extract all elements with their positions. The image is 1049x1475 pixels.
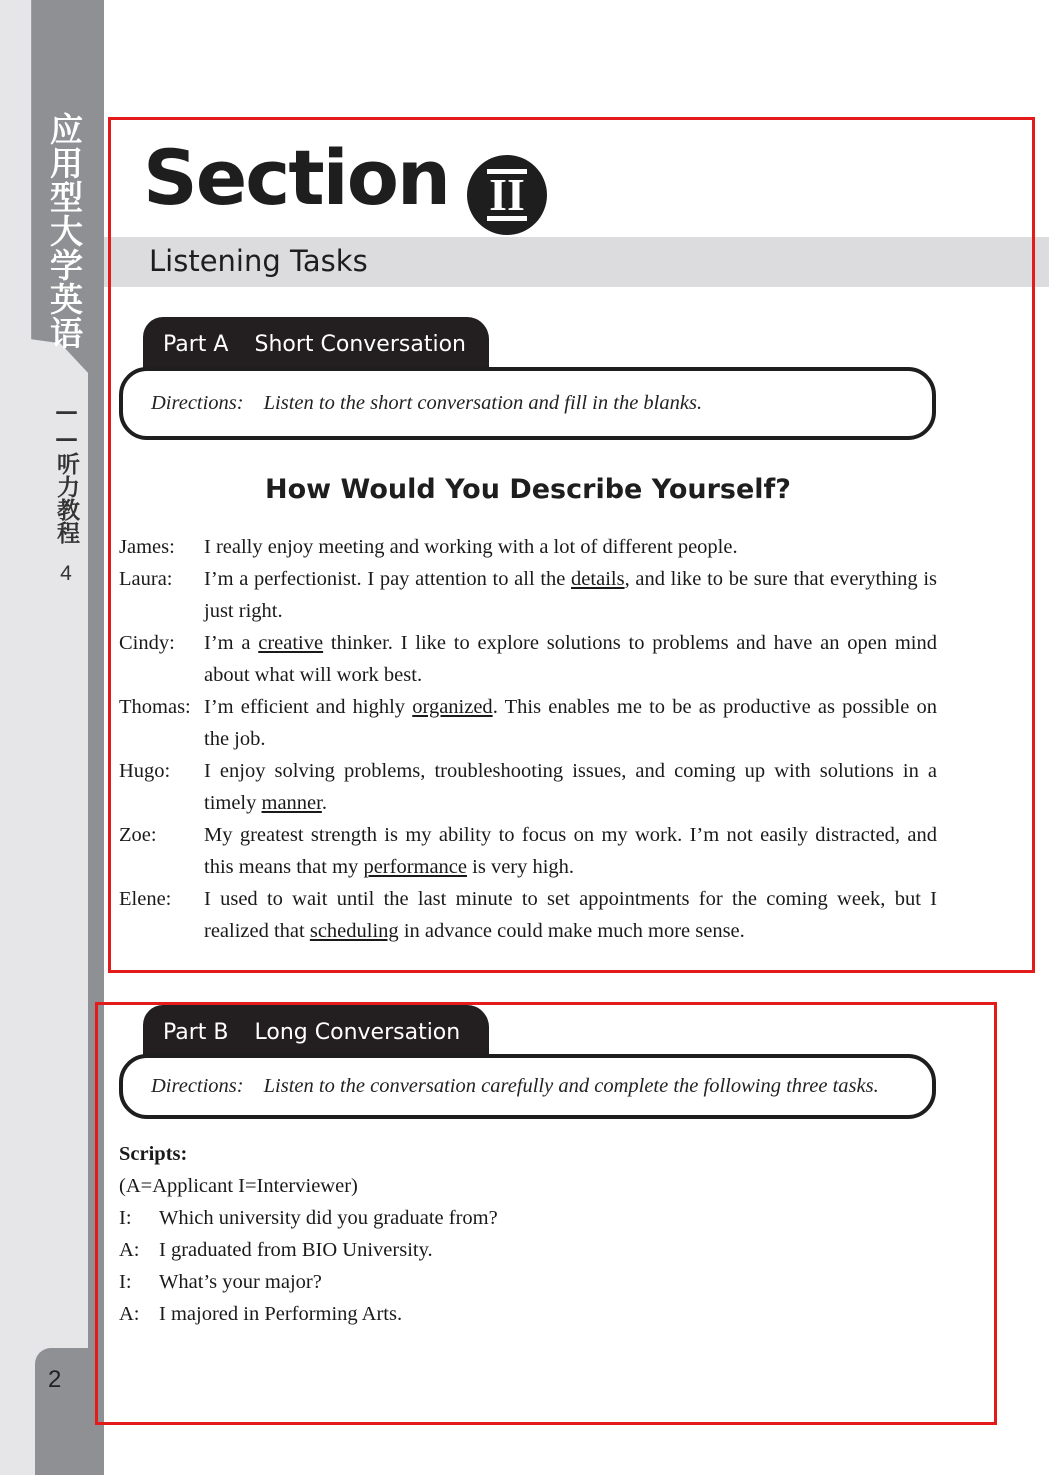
script-text: I majored in Performing Arts. <box>159 1303 403 1325</box>
dialog-text-before: I’m a perfectionist. I pay attention to all the <box>204 568 572 590</box>
part-a-directions-text: Listen to the short conversation and fill in the blanks. <box>263 392 703 414</box>
blank-answer: performance <box>363 856 468 878</box>
script-text: I graduated from BIO University. <box>159 1239 433 1261</box>
part-a-name: Short Conversation <box>254 331 466 357</box>
speaker-name: Laura: <box>119 568 173 590</box>
section-title: Section <box>143 133 450 222</box>
section-subtitle: Listening Tasks <box>149 244 368 278</box>
part-a-label: Part A <box>163 331 229 357</box>
dialog-text-after: is very high. <box>467 856 575 878</box>
scripts-heading: Scripts: <box>119 1143 188 1165</box>
book-subtitle: ——听力教程 <box>53 398 80 544</box>
dialog-text-before: I’m a <box>204 632 259 654</box>
dialog-text-before: I’m efficient and highly <box>204 696 413 718</box>
part-b-directions-text: Listen to the conversation carefully and complete the following three tasks. <box>263 1075 879 1097</box>
dialog-text-before: My greatest strength is my ability to focus on my work. I’m not easily distracted, and this means that my <box>204 824 937 878</box>
script-text: What’s your major? <box>159 1271 322 1293</box>
speaker-name: Zoe: <box>119 824 157 846</box>
dialog-text-before: I really enjoy meeting and working with a lot of different people. <box>204 536 738 558</box>
dialog-text-before: I used to wait until the last minute to set appointments for the coming week, but I realized that <box>204 888 937 942</box>
script-speaker: A: <box>119 1239 140 1261</box>
dialog-text-after: . This enables me to be as productive as possible on the job. <box>204 696 937 750</box>
scripts-legend: (A=Applicant I=Interviewer) <box>119 1175 358 1197</box>
highlight-box-part-a <box>108 117 1035 973</box>
dialog-text-after: . <box>321 792 327 814</box>
conversation-title: How Would You Describe Yourself? <box>265 474 791 505</box>
section-number: II <box>489 169 525 221</box>
script-speaker: I: <box>119 1271 132 1293</box>
book-title: 应用型大学英语 <box>45 112 84 350</box>
speaker-name: Elene: <box>119 888 172 910</box>
speaker-name: Thomas: <box>119 696 191 718</box>
dialog-text-after: thinker. I like to explore solutions to problems and have an open mind about what will work best. <box>204 632 937 686</box>
page-number: 2 <box>48 1366 62 1393</box>
dialog-text-after: , and like to be sure that everything is just right. <box>204 568 937 622</box>
blank-answer: scheduling <box>309 920 399 942</box>
blank-answer: creative <box>258 632 324 654</box>
highlight-box-part-b <box>95 1002 997 1425</box>
speaker-name: Cindy: <box>119 632 175 654</box>
page-number-tab <box>35 1348 104 1475</box>
speaker-name: Hugo: <box>119 760 171 782</box>
part-b-label: Part B <box>163 1019 229 1045</box>
script-text: Which university did you graduate from? <box>159 1207 498 1229</box>
volume-number: 4 <box>60 562 72 585</box>
part-a-directions-label: Directions: <box>151 392 244 414</box>
dialog-text-after: in advance could make much more sense. <box>398 920 745 942</box>
part-b-name: Long Conversation <box>254 1019 461 1045</box>
script-speaker: A: <box>119 1303 140 1325</box>
dialog-text-before: I enjoy solving problems, troubleshooting issues, and coming up with solutions in a timely <box>204 760 937 814</box>
blank-answer: manner <box>261 792 322 814</box>
script-speaker: I: <box>119 1207 132 1229</box>
speaker-name: James: <box>119 536 175 558</box>
part-b-directions-label: Directions: <box>151 1075 244 1097</box>
blank-answer: organized <box>412 696 493 718</box>
blank-answer: details <box>571 568 625 590</box>
